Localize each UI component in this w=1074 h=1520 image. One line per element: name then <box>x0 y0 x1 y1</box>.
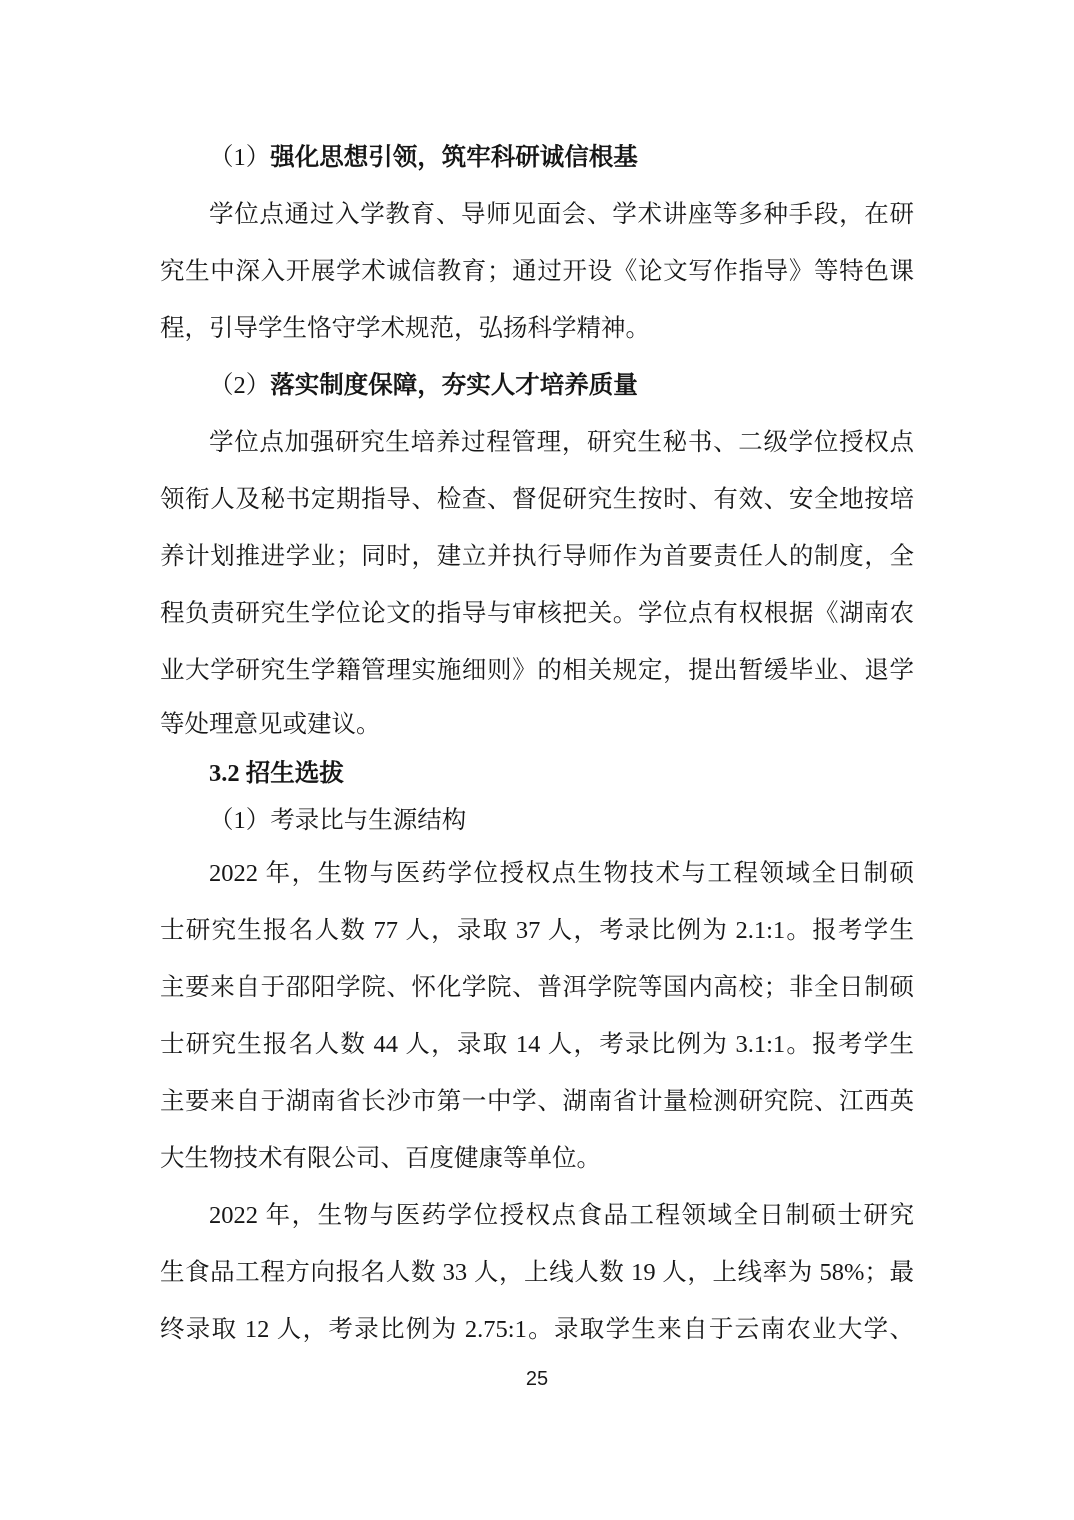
para-2-line-4: 程负责研究生学位论文的指导与审核把关。学位点有权根据《湖南农 <box>160 600 914 627</box>
para-2-line-6: 等处理意见或建议。 <box>160 711 381 738</box>
para-3-line-3: 主要来自于邵阳学院、怀化学院、普洱学院等国内高校；非全日制硕 <box>160 974 914 1001</box>
para-3-line-5: 主要来自于湖南省长沙市第一中学、湖南省计量检测研究院、江西英 <box>160 1088 914 1115</box>
para-2-line-1: 学位点加强研究生培养过程管理，研究生秘书、二级学位授权点 <box>209 429 914 456</box>
para-3-line-1: 2022 年，生物与医药学位授权点生物技术与工程领域全日制硕 <box>209 860 914 887</box>
heading-2-title: 落实制度保障，夯实人才培养质量 <box>270 372 638 399</box>
para-2-line-3: 养计划推进学业；同时，建立并执行导师作为首要责任人的制度，全 <box>160 543 914 570</box>
page-footer <box>0 1368 1074 1391</box>
para-3-line-2: 士研究生报名人数 77 人，录取 37 人，考录比例为 2.1:1。报考学生 <box>160 917 914 944</box>
para-1-line-3: 程，引导学生恪守学术规范，弘扬科学精神。 <box>160 315 650 342</box>
heading-2 <box>160 357 914 414</box>
heading-1-title: 强化思想引领，筑牢科研诚信根基 <box>270 144 638 171</box>
subheading-1: （1）考录比与生源结构 <box>209 807 467 834</box>
page-content <box>160 129 914 1358</box>
para-3-line-6: 大生物技术有限公司、百度健康等单位。 <box>160 1145 601 1172</box>
para-1-line-1: 学位点通过入学教育、导师见面会、学术讲座等多种手段，在研 <box>209 201 914 228</box>
para-4-line-3: 终录取 12 人，考录比例为 2.75:1。录取学生来自于云南农业大学、 <box>160 1316 914 1343</box>
para-2-line-2: 领衔人及秘书定期指导、检查、督促研究生按时、有效、安全地按培 <box>160 486 914 513</box>
heading-1-number: （1） <box>209 144 271 171</box>
para-1-line-2: 究生中深入开展学术诚信教育；通过开设《论文写作指导》等特色课 <box>160 258 914 285</box>
para-3-line-4: 士研究生报名人数 44 人，录取 14 人，考录比例为 3.1:1。报考学生 <box>160 1031 914 1058</box>
section-heading-3-2: 3.2 招生选拔 <box>209 760 344 787</box>
heading-2-number: （2） <box>209 372 271 399</box>
page-number: 25 <box>525 1368 549 1390</box>
para-2-line-5: 业大学研究生学籍管理实施细则》的相关规定，提出暂缓毕业、退学 <box>160 657 914 684</box>
para-4-line-1: 2022 年，生物与医药学位授权点食品工程领域全日制硕士研究 <box>209 1202 914 1229</box>
para-4-line-2: 生食品工程方向报名人数 33 人，上线人数 19 人，上线率为 58%；最 <box>160 1259 914 1286</box>
heading-1 <box>160 129 914 186</box>
